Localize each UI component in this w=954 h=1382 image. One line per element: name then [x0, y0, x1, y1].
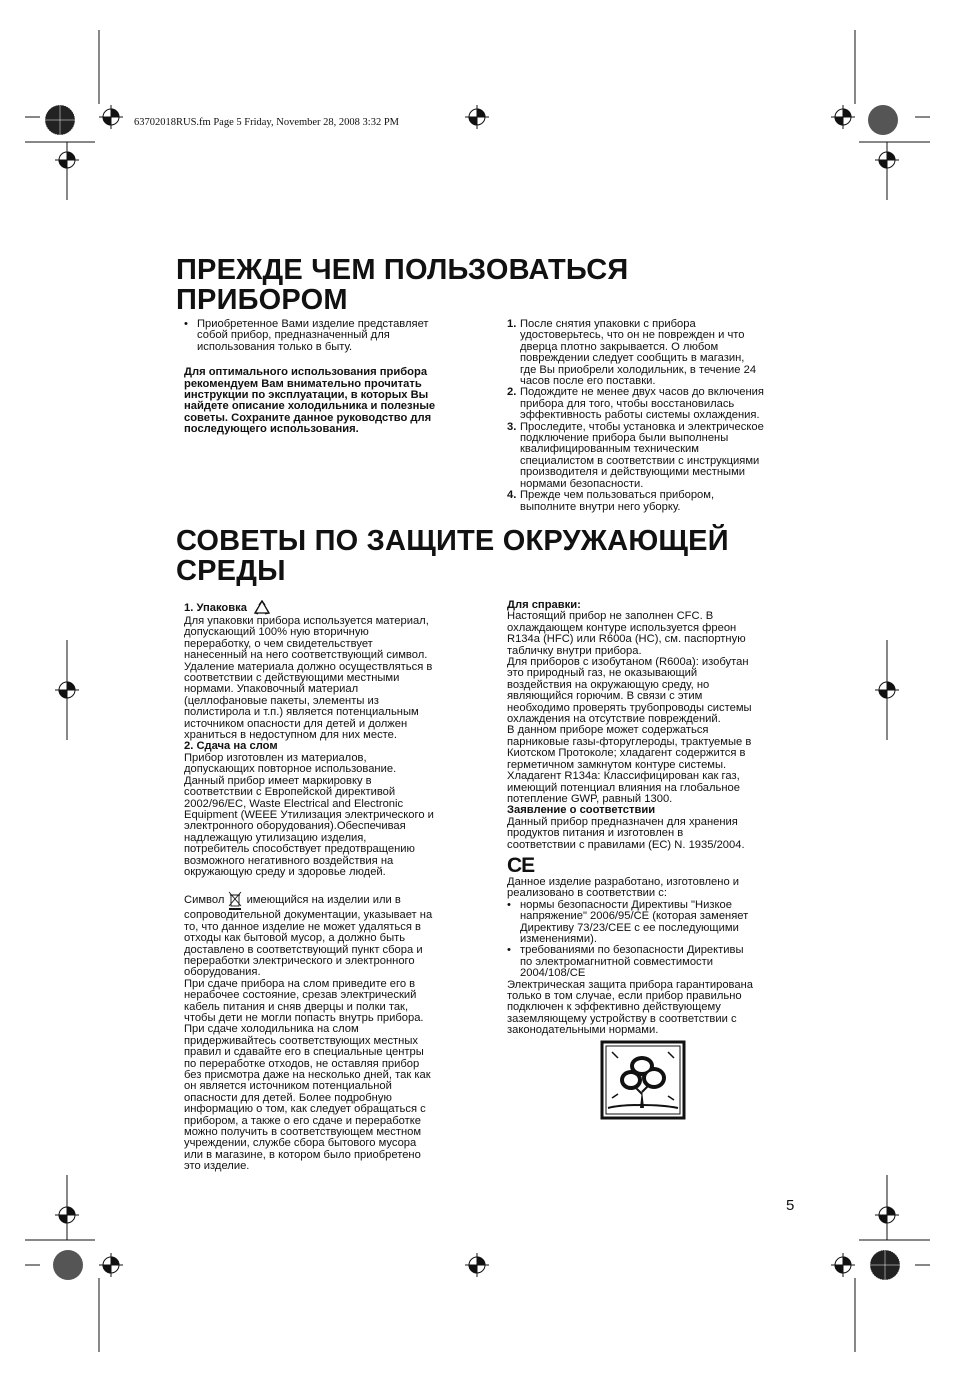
- page-number: 5: [786, 1197, 795, 1214]
- section-title-before-use: [176, 255, 628, 315]
- text-line: Подождите не менее двух часов до включения: [520, 386, 764, 399]
- text-line: найдете описание холодильника и полезные: [184, 400, 436, 413]
- text-line: После снятия упаковки с прибора: [520, 318, 696, 330]
- text-line: Приобретенное Вами изделие представляет: [197, 318, 429, 330]
- text-line: являющийся горючим. В связи с этим: [507, 690, 703, 703]
- text-line: имеющийся на изделии или в: [246, 894, 401, 907]
- text-line: или в магазине, в котором было приобретено: [184, 1148, 421, 1161]
- text-line: Данное изделие разработано, изготовлено и: [507, 875, 740, 888]
- numbered-item: [507, 387, 797, 421]
- text-line: 2004/108/CE: [520, 967, 586, 980]
- text-line: Символ: [184, 894, 225, 907]
- text-line: необходимо проверять трубопроводы системы: [507, 701, 752, 714]
- item-number: 2.: [507, 386, 517, 399]
- numbered-item: [507, 319, 797, 387]
- text-line: нормы безопасности Директивы "Низкое: [520, 898, 732, 911]
- title-line: СРЕДЫ: [176, 555, 286, 587]
- disposal-heading: 2. Сдача на слом: [184, 740, 278, 753]
- text-line: При сдаче прибора на слом приведите его в: [184, 977, 416, 990]
- text-line: охлаждающем контуре используется фреон: [507, 621, 737, 634]
- text-line: реализовано в соответствии с:: [507, 887, 667, 900]
- text-line: нормами. Упаковочный материал: [184, 683, 359, 696]
- text-line: окружающую среду и здоровье людей.: [184, 865, 386, 878]
- recycle-icon: [250, 600, 274, 616]
- text-line: последующего использования.: [184, 423, 359, 436]
- environment-tree-icon: [598, 1038, 688, 1122]
- conformity-heading: Заявление о соответствии: [507, 804, 656, 817]
- text-line: Настоящий прибор не заполнен CFC. В: [507, 610, 714, 623]
- sec1-right-column: [507, 319, 797, 513]
- numbered-item: [507, 490, 797, 513]
- ce-mark: CE: [507, 853, 535, 877]
- text-line: Данный прибор имеет маркировку в: [184, 774, 372, 787]
- text-line: советы. Сохраните данное руководство для: [184, 411, 432, 424]
- bullet-icon: •: [184, 318, 188, 330]
- text-line: допускающий 100% ную вторичную: [184, 626, 369, 639]
- text-line: где Вы приобрели холодильник, в течение 24: [520, 363, 757, 376]
- text-line: переработки электрического и электронного: [184, 954, 415, 967]
- text-line: табличку внутри прибора.: [507, 644, 642, 657]
- text-line: Equipment (WEEE Утилизация электрического и: [184, 808, 434, 821]
- text-line: выполните внутри него уборку.: [520, 500, 681, 513]
- text-line: требованиями по безопасности Директивы: [520, 944, 744, 957]
- text-line: удостоверьтесь, что он не поврежден и что: [520, 329, 745, 342]
- title-line: СОВЕТЫ ПО ЗАЩИТЕ ОКРУЖАЮЩЕЙ: [176, 525, 729, 557]
- text-line: соответствии с правилами (EC) N. 1935/2004.: [507, 838, 745, 851]
- text-line: Прибор изготовлен из материалов,: [184, 751, 367, 764]
- text-line: электронного оборудования).Обеспечивая: [184, 820, 406, 833]
- text-line: допускающих повторное использование.: [184, 763, 397, 776]
- section-title-environment: [176, 526, 729, 586]
- text-line: (целлофановые пакеты, элементы из: [184, 694, 379, 707]
- text-line: использования только в быту.: [197, 340, 353, 353]
- sec2-right-column: [507, 600, 797, 1037]
- text-line: надлежащую утилизацию изделия,: [184, 831, 367, 844]
- text-line: воздействия на окружающую среду, но: [507, 678, 710, 691]
- text-line: рекомендуем Вам внимательно прочитать: [184, 377, 422, 390]
- text-line: напряжение" 2006/95/CE (которая заменяет: [520, 910, 749, 923]
- text-line: В данном приборе может содержаться: [507, 724, 709, 737]
- text-line: сопроводительной документации, указывает на: [184, 909, 433, 922]
- item-number: 3.: [507, 420, 517, 433]
- text-line: можно получить в соответствующем местном: [184, 1126, 422, 1139]
- text-line: потребитель способствует предотвращению: [184, 843, 415, 856]
- heading-text: 1. Упаковка: [184, 601, 247, 614]
- text-line: отходы как бытовой мусор, а должно быть: [184, 932, 406, 945]
- text-line: Проследите, чтобы установка и электрическое: [520, 420, 764, 433]
- text-line: заземляющему устройству в соответствии с: [507, 1012, 737, 1025]
- text-line: это природный газ, не оказывающий: [507, 667, 698, 680]
- text-line: Электрическая защита прибора гарантирована: [507, 978, 753, 991]
- sec2-left-column: [184, 600, 474, 1173]
- text-line: Данный прибор предназначен для хранения: [507, 815, 738, 828]
- packaging-heading: [184, 600, 474, 616]
- text-line: дверца плотно закрывается. О любом: [520, 340, 719, 353]
- text-line: нанесенный на него соответствующий символ.: [184, 649, 428, 662]
- text-line: подключен к эффективно действующему: [507, 1001, 721, 1014]
- text-line: герметичном замкнутом контуре системы.: [507, 758, 727, 771]
- text-line: кабель питания и сняв дверцы и полки так,: [184, 1000, 409, 1013]
- text-line: часов после его поставки.: [520, 375, 656, 388]
- text-line: подключение прибора были выполнены: [520, 432, 729, 445]
- text-line: потепление GWP, равный 1300.: [507, 792, 673, 805]
- text-line: соответствии с действующими местными: [184, 672, 400, 685]
- text-line: чтобы дети не могли попасть внутрь прибора.: [184, 1012, 424, 1024]
- text-line: без присмотра даже на несколько дней, так как: [184, 1069, 431, 1082]
- text-line: опасности для детей. Более подробную: [184, 1091, 392, 1104]
- text-line: по электромагнитной совместимости: [520, 955, 714, 968]
- reference-heading: Для справки:: [507, 599, 581, 611]
- text-line: 2002/96/EC, Waste Electrical and Electronic: [184, 797, 404, 810]
- text-line: возможного негативного воздействия на: [184, 854, 394, 867]
- text-line: нерабочее состояние, срезав электрический: [184, 989, 417, 1002]
- text-line: эффективность работы системы охлаждения.: [520, 409, 760, 422]
- text-line: Для приборов с изобутаном (R600a): изобутан: [507, 656, 749, 669]
- text-line: Хладагент R134a: Классифицирован как газ,: [507, 770, 740, 783]
- symbol-line: [184, 890, 474, 910]
- text-line: имеющий потенциал влияния на глобальное: [507, 781, 740, 794]
- recommendation-paragraph: [184, 367, 484, 435]
- text-line: квалифицированным техническим: [520, 443, 699, 456]
- text-line: законодательными нормами.: [507, 1024, 659, 1037]
- text-line: соответствии с Европейской директивой: [184, 786, 396, 799]
- text-line: парниковые газы-фторуглероды, трактуемые в: [507, 735, 752, 748]
- text-line: это изделие.: [184, 1160, 250, 1173]
- text-line: источником опасности для детей и должен: [184, 717, 408, 730]
- text-line: изменениями).: [520, 932, 597, 945]
- bullet-item: [507, 900, 797, 946]
- bullet-icon: •: [507, 898, 511, 911]
- text-line: храниться в недоступном для них месте.: [184, 729, 398, 742]
- text-line: переработку, о чем свидетельствует: [184, 637, 373, 650]
- text-line: прибора для того, чтобы восстановилась: [520, 397, 735, 410]
- text-line: то, что данное изделие не может удаляться в: [184, 920, 421, 933]
- text-line: Для оптимального использования прибора: [184, 366, 428, 379]
- text-line: он является источником потенциальной: [184, 1080, 392, 1093]
- text-line: по переработке отходов, не оставляя прибор: [184, 1057, 420, 1070]
- text-line: только в том случае, если прибор правильно: [507, 990, 742, 1002]
- text-line: специалистом в соответствии с инструкциями: [520, 454, 760, 467]
- text-line: Прежде чем пользоваться прибором,: [520, 489, 715, 502]
- text-line: производителя и действующими местными: [520, 466, 746, 479]
- text-line: правил и сдавайте его в специальные центры: [184, 1046, 424, 1059]
- text-line: доставлено в соответствующий пункт сбора и: [184, 943, 423, 956]
- bullet-item: [507, 945, 797, 979]
- numbered-item: [507, 422, 797, 490]
- bullet-item: [184, 319, 484, 353]
- text-line: При сдаче холодильника на слом: [184, 1023, 359, 1036]
- title-line: ПРИБОРОМ: [176, 284, 348, 316]
- text-line: прибором, а также о его сдаче и переработке: [184, 1114, 422, 1127]
- text-line: полистирола и т.п.) является потенциальным: [184, 706, 419, 719]
- sec1-left-column: [184, 319, 484, 436]
- title-line: ПРЕЖДЕ ЧЕМ ПОЛЬЗОВАТЬСЯ: [176, 254, 629, 286]
- text-line: нормами безопасности.: [520, 477, 644, 490]
- text-line: повреждении следует сообщить в магазин,: [520, 352, 745, 365]
- text-line: Удаление материала должно осуществляться в: [184, 660, 433, 673]
- text-line: собой прибор, предназначенный для: [197, 329, 390, 342]
- crossed-bin-icon: [227, 890, 243, 910]
- text-line: инструкции по эксплуатации, в которых Вы: [184, 389, 429, 402]
- text-line: Киотском Протоколе; хладагент содержится в: [507, 747, 746, 760]
- text-line: учреждении, службе сбора бытового мусора: [184, 1137, 417, 1150]
- text-line: информацию о том, как следует обращаться с: [184, 1103, 426, 1116]
- text-line: придерживайтесь соответствующих местных: [184, 1034, 418, 1047]
- text-line: оборудования.: [184, 966, 261, 979]
- text-line: охлаждения на отсутствие повреждений.: [507, 713, 721, 726]
- text-line: Директиву 73/23/CEE с ее последующими: [520, 921, 739, 934]
- text-line: Для упаковки прибора используется материал,: [184, 615, 429, 627]
- text-line: R134a (HFC) или R600a (HC), см. паспортную: [507, 633, 746, 646]
- item-number: 4.: [507, 489, 517, 502]
- item-number: 1.: [507, 318, 517, 330]
- text-line: продуктов питания и изготовлен в: [507, 827, 684, 840]
- file-header-line: 63702018RUS.fm Page 5 Friday, November 28, 2008 3:32 PM: [134, 117, 400, 128]
- bullet-icon: •: [507, 944, 511, 957]
